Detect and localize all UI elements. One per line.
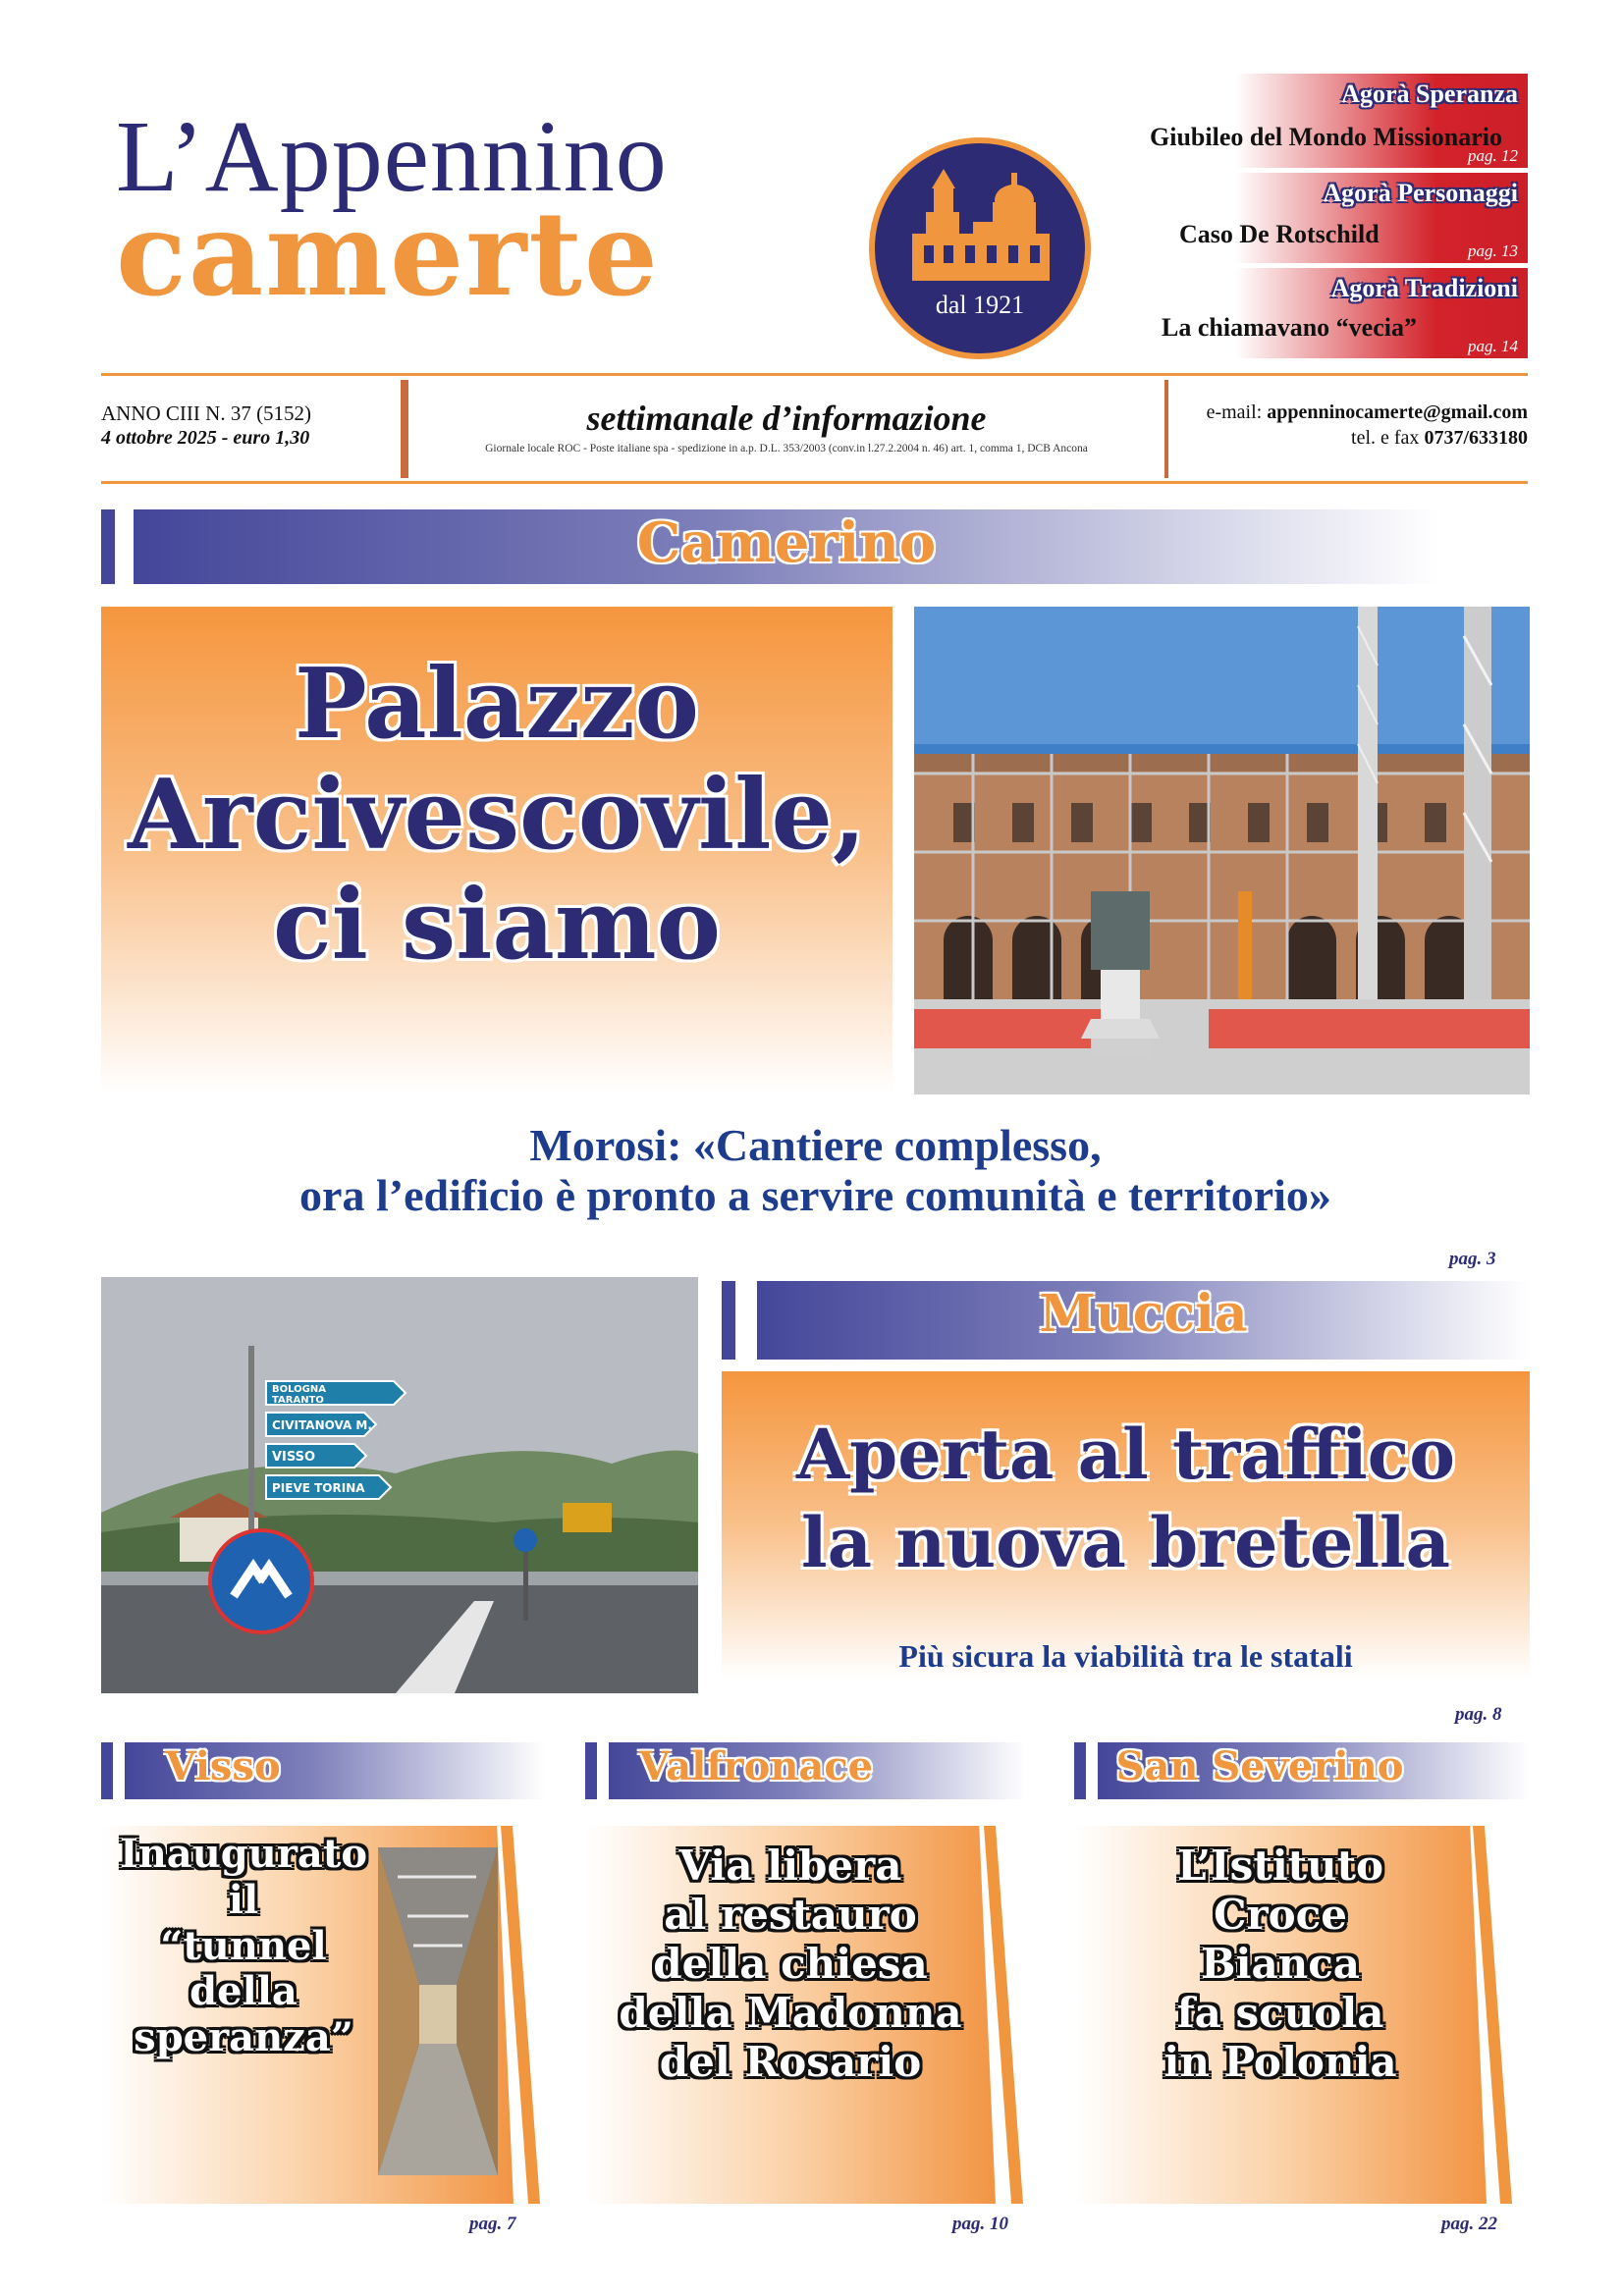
camerino-page-ref[interactable]: pag. 3 (1449, 1249, 1496, 1269)
masthead-title-line2: camerte (116, 186, 660, 322)
section-title-valfronace: Valfronace (638, 1743, 874, 1789)
phone-label: tel. e fax (1351, 427, 1420, 449)
headline-line: il (228, 1876, 259, 1923)
masthead-title-line1: L’Appennino (116, 100, 668, 213)
agora-heading: Agorà Personaggi (1323, 179, 1518, 207)
section-title-san-severino: San Severino (1115, 1743, 1404, 1789)
section-bar-stub (722, 1281, 735, 1360)
masthead-logo (869, 137, 1091, 359)
section-bar-stub (1074, 1742, 1086, 1799)
camerino-headline-box[interactable] (101, 607, 893, 1095)
headline-line: Palazzo (295, 648, 699, 761)
palazzo-photo (914, 607, 1530, 1095)
agora-page: pag. 12 (1468, 146, 1518, 165)
agora-page: pag. 13 (1468, 241, 1518, 260)
bottom-rule (101, 481, 1528, 484)
email-line (1207, 401, 1528, 424)
headline-line: Bianca (1201, 1939, 1360, 1988)
phone-number: 0737/633180 (1424, 427, 1528, 449)
headline-line: “tunnel (160, 1922, 327, 1969)
headline-line: fa scuola (1176, 1988, 1384, 2037)
headline-line: del Rosario (659, 2037, 922, 2086)
agora-heading: Agorà Tradizioni (1330, 274, 1518, 302)
logo-caption: dal 1921 (935, 291, 1025, 319)
headline-line: Arcivescovile, (128, 758, 866, 872)
visso-page-ref[interactable]: pag. 7 (469, 2214, 516, 2234)
cathedral-icon (875, 143, 1085, 353)
sign-text: CIVITANOVA M. (272, 1418, 372, 1432)
phone-line (1351, 427, 1528, 450)
headline-line: al restauro (664, 1890, 917, 1939)
agora-box-personaggi[interactable] (1162, 173, 1528, 263)
subhead-line: Morosi: «Cantiere complesso, (529, 1120, 1102, 1170)
sign-text: PIEVE TORINA (272, 1481, 365, 1495)
headline-line: Aperta al traffico (796, 1414, 1455, 1495)
agora-box-tradizioni[interactable] (1162, 268, 1528, 358)
tagline: settimanale d’informazione (586, 399, 987, 438)
agora-heading: Agorà Speranza (1341, 80, 1518, 108)
headline-line: speranza” (134, 2014, 353, 2061)
section-bar-stub (585, 1742, 597, 1799)
issue-number: ANNO CIII N. 37 (5152) (101, 401, 312, 425)
email-address[interactable]: appenninocamerte@gmail.com (1267, 401, 1528, 423)
agora-page: pag. 14 (1468, 337, 1518, 355)
tagline-box (405, 380, 1168, 478)
visso-headline (101, 1832, 386, 2061)
agora-text: Giubileo del Mondo Missionario (1150, 123, 1502, 151)
issue-date-price: 4 ottobre 2025 - euro 1,30 (101, 427, 310, 449)
valfronace-page-ref[interactable]: pag. 10 (952, 2214, 1008, 2234)
san-severino-headline (1074, 1842, 1487, 2087)
agora-text: Caso De Rotschild (1179, 220, 1380, 248)
camerino-subhead (101, 1121, 1530, 1220)
postal-notice: Giornale locale ROC - Poste italiane spa - spedizione in a.p. D.L. 353/2003 (conv.in l.27.2.2004 n. 46) art. 1, comma 1, DCB Ancona (485, 443, 1088, 454)
camerino-headline (101, 650, 893, 982)
agora-box-speranza[interactable] (1150, 74, 1528, 168)
section-bar-stub (101, 509, 115, 584)
section-bar-stub (101, 1742, 113, 1799)
muccia-subhead: Più sicura la viabilità tra le statali (898, 1638, 1353, 1674)
muccia-page-ref[interactable]: pag. 8 (1455, 1704, 1502, 1725)
headline-line: della (189, 1968, 298, 2015)
headline-line: Inaugurato (120, 1831, 367, 1877)
valfronace-headline (585, 1842, 996, 2087)
issue-box (101, 380, 405, 478)
muccia-headline-box[interactable] (722, 1371, 1530, 1679)
headline-line: L’Istituto (1176, 1842, 1384, 1890)
headline-line: la nuova bretella (801, 1501, 1450, 1583)
sign-text: TARANTO (272, 1395, 324, 1406)
headline-line: della chiesa (653, 1939, 928, 1988)
sign-text: BOLOGNA (272, 1384, 326, 1395)
email-label: e-mail: (1206, 401, 1263, 423)
section-title-visso: Visso (165, 1743, 281, 1789)
sign-text: VISSO (272, 1450, 316, 1465)
section-title-camerino: Camerino (636, 510, 937, 575)
headline-line: in Polonia (1163, 2037, 1397, 2086)
headline-line: Croce (1214, 1890, 1347, 1939)
road-photo (101, 1277, 698, 1693)
contact-box (1164, 380, 1528, 478)
muccia-headline (722, 1411, 1530, 1586)
subhead-line: ora l’edificio è pronto a servire comunità e territorio» (299, 1169, 1331, 1220)
top-rule (101, 373, 1528, 376)
headline-line: ci siamo (273, 869, 721, 983)
headline-line: Via libera (678, 1842, 902, 1890)
section-title-muccia: Muccia (1039, 1284, 1248, 1344)
tunnel-photo (378, 1847, 498, 2175)
san-severino-page-ref[interactable]: pag. 22 (1441, 2214, 1497, 2234)
headline-line: della Madonna (619, 1988, 962, 2037)
agora-text: La chiamavano “vecia” (1162, 313, 1417, 342)
